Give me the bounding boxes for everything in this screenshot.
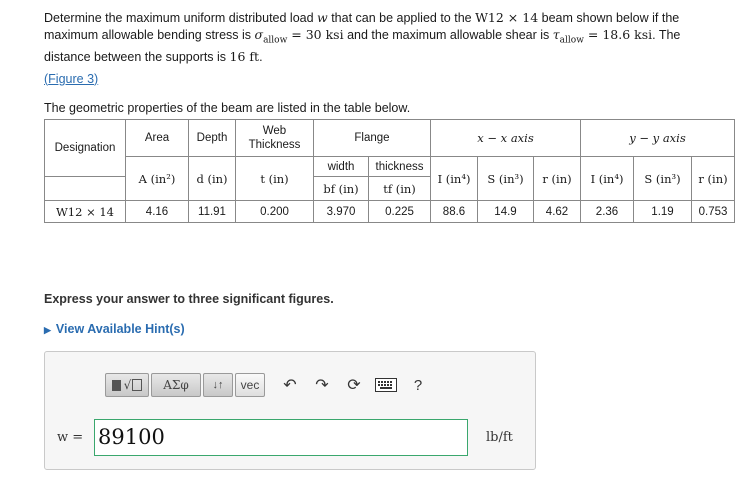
unit-iy: I (in⁴)	[581, 157, 634, 201]
math-toolbar	[105, 372, 431, 398]
designation-spacer	[45, 177, 126, 201]
header-xx-axis: x − x axis	[431, 120, 581, 157]
answer-input[interactable]: 89100	[94, 419, 468, 456]
table-caption: The geometric properties of the beam are listed in the table below.	[44, 101, 411, 115]
vector-button[interactable]: vec	[235, 373, 265, 397]
cell-designation: W12 × 14	[45, 201, 126, 223]
problem-statement	[44, 10, 724, 65]
header-designation: Designation	[45, 120, 126, 177]
cell-depth: 11.91	[189, 201, 236, 223]
redo-icon[interactable]: ↷	[315, 377, 329, 394]
unit-tf: tf (in)	[369, 177, 431, 201]
triangle-right-icon: ▶	[44, 325, 51, 335]
box-template-icon	[112, 380, 121, 391]
cell-ry: 0.753	[692, 201, 735, 223]
view-hints-link[interactable]: ▶ View Available Hint(s)	[44, 322, 185, 336]
bending-stress-value: = 30 ksi	[287, 26, 344, 42]
header-thickness: thickness	[369, 157, 431, 177]
unit-depth: d (in)	[189, 157, 236, 201]
sigma-symbol: σ	[254, 26, 264, 42]
sqrt-icon: √	[123, 378, 132, 392]
header-depth: Depth	[189, 120, 236, 157]
subscript-superscript-button[interactable]: ↓↑	[203, 373, 233, 397]
beam-properties-table	[44, 119, 735, 223]
support-distance: 16 ft	[229, 48, 260, 64]
unit-bf: bf (in)	[314, 177, 369, 201]
empty-box-icon	[132, 379, 142, 391]
answer-panel	[44, 351, 536, 470]
allow-subscript: allow	[263, 35, 288, 45]
figure-3-link[interactable]: (Figure 3)	[44, 72, 99, 86]
header-area: Area	[126, 120, 189, 157]
shear-stress-value: = 18.6 ksi	[583, 26, 653, 42]
unit-ix: I (in⁴)	[431, 157, 478, 201]
help-button[interactable]: ?	[413, 376, 423, 394]
cell-web: 0.200	[236, 201, 314, 223]
problem-text: . The	[652, 27, 681, 42]
keyboard-icon[interactable]	[373, 372, 399, 398]
unit-sy: S (in³)	[634, 157, 692, 201]
unit-web: t (in)	[236, 157, 314, 201]
header-web-thickness: Web Thickness	[236, 120, 314, 157]
cell-sy: 1.19	[634, 201, 692, 223]
problem-text: beam shown below if the	[538, 11, 680, 25]
templates-button[interactable]	[105, 373, 149, 397]
answer-instruction: Express your answer to three significant figures.	[44, 292, 334, 306]
cell-area: 4.16	[126, 201, 189, 223]
problem-text: maximum allowable bending stress is	[44, 27, 255, 42]
header-flange: Flange	[314, 120, 431, 157]
cell-tf: 0.225	[369, 201, 431, 223]
undo-icon[interactable]: ↶	[283, 377, 297, 394]
cell-ix: 88.6	[431, 201, 478, 223]
allow-subscript: allow	[559, 35, 584, 45]
header-width: width	[314, 157, 369, 177]
symbols-button[interactable]: ΑΣφ	[151, 373, 201, 397]
unit-ry: r (in)	[692, 157, 735, 201]
problem-text: distance between the supports is	[44, 49, 230, 64]
cell-bf: 3.970	[314, 201, 369, 223]
header-yy-axis: y − y axis	[581, 120, 735, 157]
answer-variable-label: w =	[57, 430, 84, 445]
beam-designation: W12 × 14	[475, 10, 539, 25]
cell-rx: 4.62	[534, 201, 581, 223]
problem-text: and the maximum allowable shear is	[343, 27, 553, 42]
unit-sx: S (in³)	[478, 157, 534, 201]
tau-symbol: τ	[552, 26, 560, 42]
cell-sx: 14.9	[478, 201, 534, 223]
problem-text: that can be applied to the	[327, 11, 476, 25]
variable-w: w	[317, 10, 328, 25]
keyboard-svg	[375, 378, 397, 392]
answer-unit: lb/ft	[486, 430, 513, 445]
reset-icon[interactable]: ⟳	[347, 377, 361, 394]
figure-link-wrapper	[44, 72, 98, 86]
cell-iy: 2.36	[581, 201, 634, 223]
problem-text: Determine the maximum uniform distributed load	[44, 11, 318, 25]
problem-text: .	[259, 49, 263, 64]
unit-area: A (in²)	[126, 157, 189, 201]
unit-rx: r (in)	[534, 157, 581, 201]
